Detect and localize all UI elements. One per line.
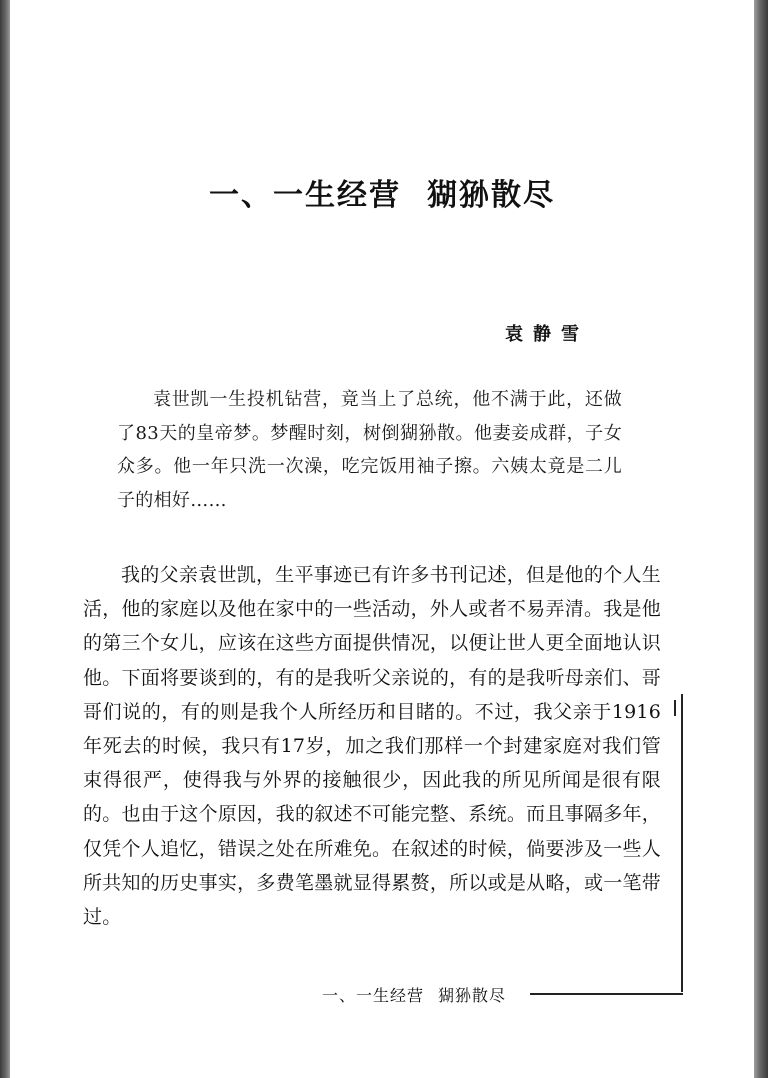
margin-tick bbox=[674, 700, 676, 716]
viewer-right-edge bbox=[754, 0, 768, 1078]
running-footer bbox=[322, 983, 506, 1006]
chapter-title-part1: 一、一生经营 bbox=[209, 178, 401, 213]
chapter-title bbox=[10, 170, 754, 214]
footer-rule bbox=[530, 993, 683, 995]
chapter-abstract: 袁世凯一生投机钻营，竟当上了总统，他不满于此，还做了83天的皇帝梦。梦醒时刻，树倒猢狲散。他妻妾成群，子女众多。他一年只洗一次澡，吃完饭用袖子擦。六姨太竟是二儿子的相好…… bbox=[117, 389, 622, 511]
body-paragraph: 我的父亲袁世凯，生平事迹已有许多书刊记述，但是他的个人生活，他的家庭以及他在家中的一些活动，外人或者不易弄清。我是他的第三个女儿，应该在这些方面提供情况，以便让世人更全面地认识他。下面将要谈到的，有的是我听父亲说的，有的是我听母亲们、哥哥们说的，有的则是我个人所经历和目睹的。不过，我父亲于1916年死去的时候，我只有17岁，加之我们那样一个封建家庭对我们管束得很严，使得我与外界的接触很少，因此我的所见所闻是很有限的。也由于这个原因，我的叙述不可能完整、系统。而且事隔多年，仅凭个人追忆，错误之处在所难免。在叙述的时候，倘要涉及一些人所共知的历史事实，多费笔墨就显得累赘，所以或是从略，或一笔带过。 bbox=[83, 564, 661, 929]
margin-rule bbox=[681, 694, 683, 992]
author-name: 袁静雪 bbox=[505, 324, 589, 345]
footer-title-part2: 猢狲散尽 bbox=[438, 986, 507, 1005]
viewer-left-edge bbox=[0, 0, 10, 1078]
footer-title-part1: 一、一生经营 bbox=[322, 986, 425, 1005]
book-page bbox=[10, 0, 754, 1078]
chapter-title-part2: 猢狲散尽 bbox=[427, 178, 555, 213]
